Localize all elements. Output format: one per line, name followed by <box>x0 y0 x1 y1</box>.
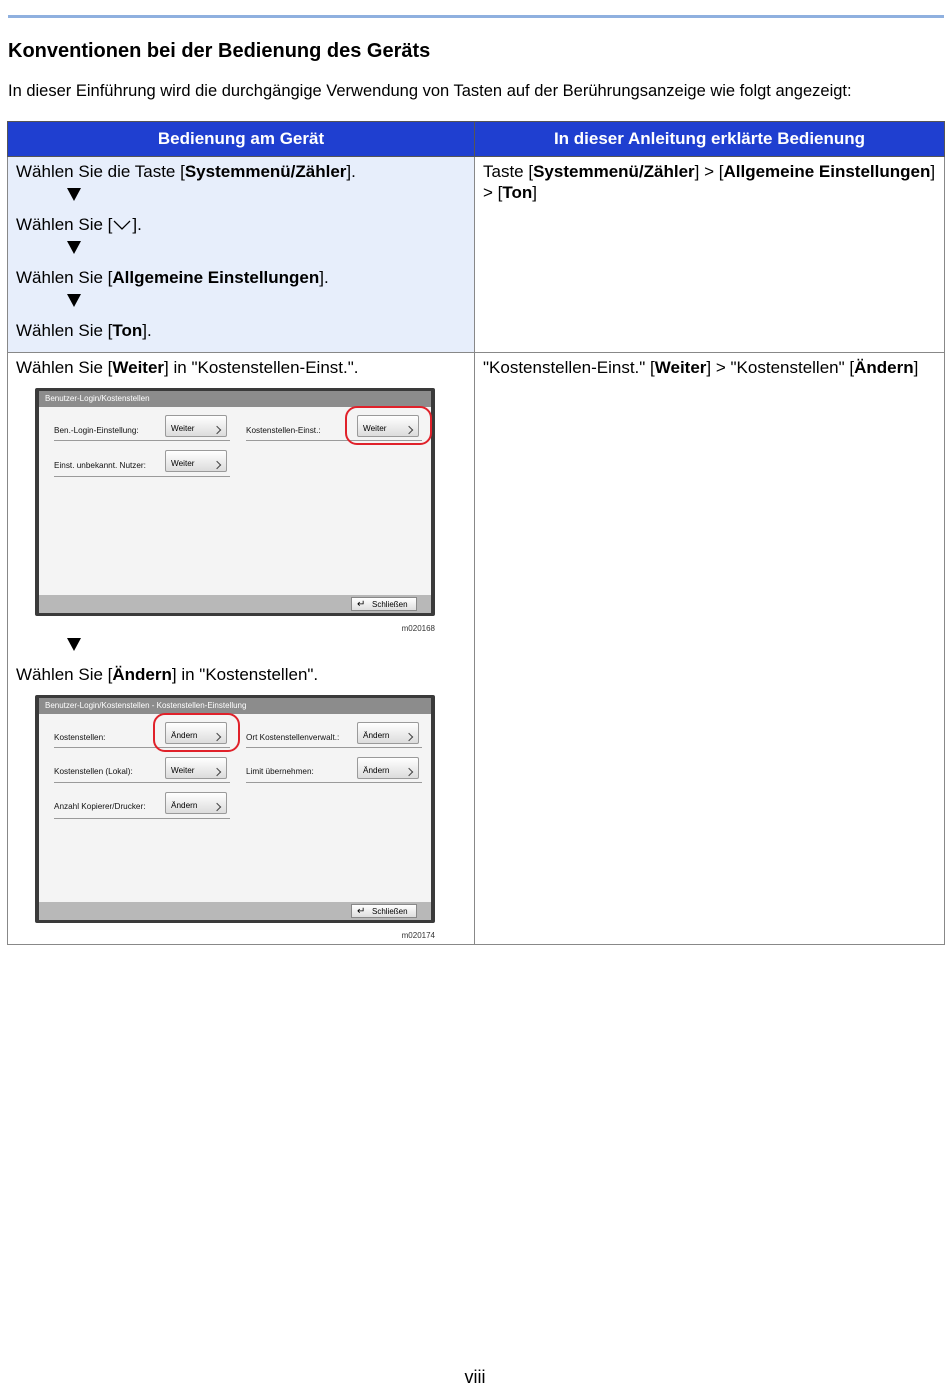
triangle-down-icon <box>67 634 83 664</box>
table-row <box>8 353 945 945</box>
return-arrow-icon: ↵ <box>357 906 366 917</box>
intro-text: In dieser Einführung wird die durchgängige Verwendung von Tasten auf der Berührungsanzeige wie folgt angezeigt: <box>8 82 852 100</box>
page-title: Konventionen bei der Bedienung des Geräts <box>8 40 431 62</box>
explained-cell <box>475 353 945 945</box>
close-button[interactable]: ↵ Schließen <box>351 904 417 918</box>
triangle-down-icon <box>67 184 83 214</box>
explained-cell <box>475 157 945 353</box>
step-weiter: Wählen Sie [Weiter] in "Kostenstellen-Einst.". <box>16 358 359 377</box>
weiter-button[interactable]: Weiter <box>165 415 227 437</box>
header-explained-operation: In dieser Anleitung erklärte Bedienung <box>475 122 945 157</box>
divider <box>54 476 230 477</box>
row-label: Einst. unbekannt. Nutzer: <box>54 461 146 470</box>
chevron-right-icon <box>405 768 413 776</box>
step-general-settings: Wählen Sie [Allgemeine Einstellungen]. <box>16 268 329 287</box>
chevron-right-icon <box>213 768 221 776</box>
weiter-button[interactable]: Weiter <box>357 415 419 437</box>
highlight-circle <box>345 406 432 445</box>
screenshot-kostenstellen <box>35 388 439 633</box>
chevron-down-icon <box>112 215 132 227</box>
table-header-row <box>8 122 945 157</box>
triangle-down-icon <box>67 290 83 320</box>
screen-title: Benutzer-Login/Kostenstellen - Kostenstellen-Einstellung <box>39 698 431 714</box>
image-code: m020174 <box>401 931 435 940</box>
row-label: Anzahl Kopierer/Drucker: <box>54 802 146 811</box>
row-label: Kostenstellen-Einst.: <box>246 426 321 435</box>
row-label: Limit übernehmen: <box>246 767 314 776</box>
explained-text: Taste [Systemmenü/Zähler] > [Allgemeine Einstellungen] > [Ton] <box>483 162 936 202</box>
explained-text: "Kostenstellen-Einst." [Weiter] > "Kostenstellen" [Ändern] <box>483 358 919 377</box>
highlight-circle <box>153 713 240 752</box>
aendern-button[interactable]: Ändern <box>165 722 227 744</box>
divider <box>246 747 422 748</box>
screen-title: Benutzer-Login/Kostenstellen <box>39 391 431 407</box>
aendern-button[interactable]: Ändern <box>357 757 419 779</box>
step-aendern: Wählen Sie [Ändern] in "Kostenstellen". <box>16 665 319 684</box>
image-code: m020168 <box>401 624 435 633</box>
aendern-button[interactable]: Ändern <box>357 722 419 744</box>
table-row <box>8 157 945 353</box>
screen-bottom-bar <box>39 902 431 920</box>
device-steps-cell <box>8 157 475 353</box>
device-steps-cell <box>8 353 475 945</box>
row-label: Ben.-Login-Einstellung: <box>54 426 139 435</box>
header-device-operation: Bedienung am Gerät <box>8 122 475 157</box>
chevron-right-icon <box>213 426 221 434</box>
chevron-right-icon <box>213 461 221 469</box>
step-systemmenu: Wählen Sie die Taste [Systemmenü/Zähler]. <box>16 162 356 181</box>
step-ton: Wählen Sie [Ton]. <box>16 321 152 340</box>
weiter-button[interactable]: Weiter <box>165 450 227 472</box>
close-button[interactable]: ↵ Schließen <box>351 597 417 611</box>
divider <box>54 818 230 819</box>
weiter-button[interactable]: Weiter <box>165 757 227 779</box>
screenshot-kostenstellen-einstellung <box>35 695 439 940</box>
page-number: viii <box>464 1367 486 1387</box>
row-label: Ort Kostenstellenverwalt.: <box>246 733 340 742</box>
chevron-right-icon <box>405 733 413 741</box>
row-label: Kostenstellen (Lokal): <box>54 767 133 776</box>
screen-bottom-bar <box>39 595 431 613</box>
triangle-down-icon <box>67 237 83 267</box>
conventions-table <box>7 121 945 945</box>
divider <box>54 440 230 441</box>
top-rule <box>8 15 944 18</box>
return-arrow-icon: ↵ <box>357 599 366 610</box>
divider <box>246 782 422 783</box>
divider <box>54 782 230 783</box>
row-label: Kostenstellen: <box>54 733 106 742</box>
chevron-right-icon <box>213 803 221 811</box>
aendern-button[interactable]: Ändern <box>165 792 227 814</box>
step-scroll-down: Wählen Sie [ ]. <box>16 215 142 234</box>
